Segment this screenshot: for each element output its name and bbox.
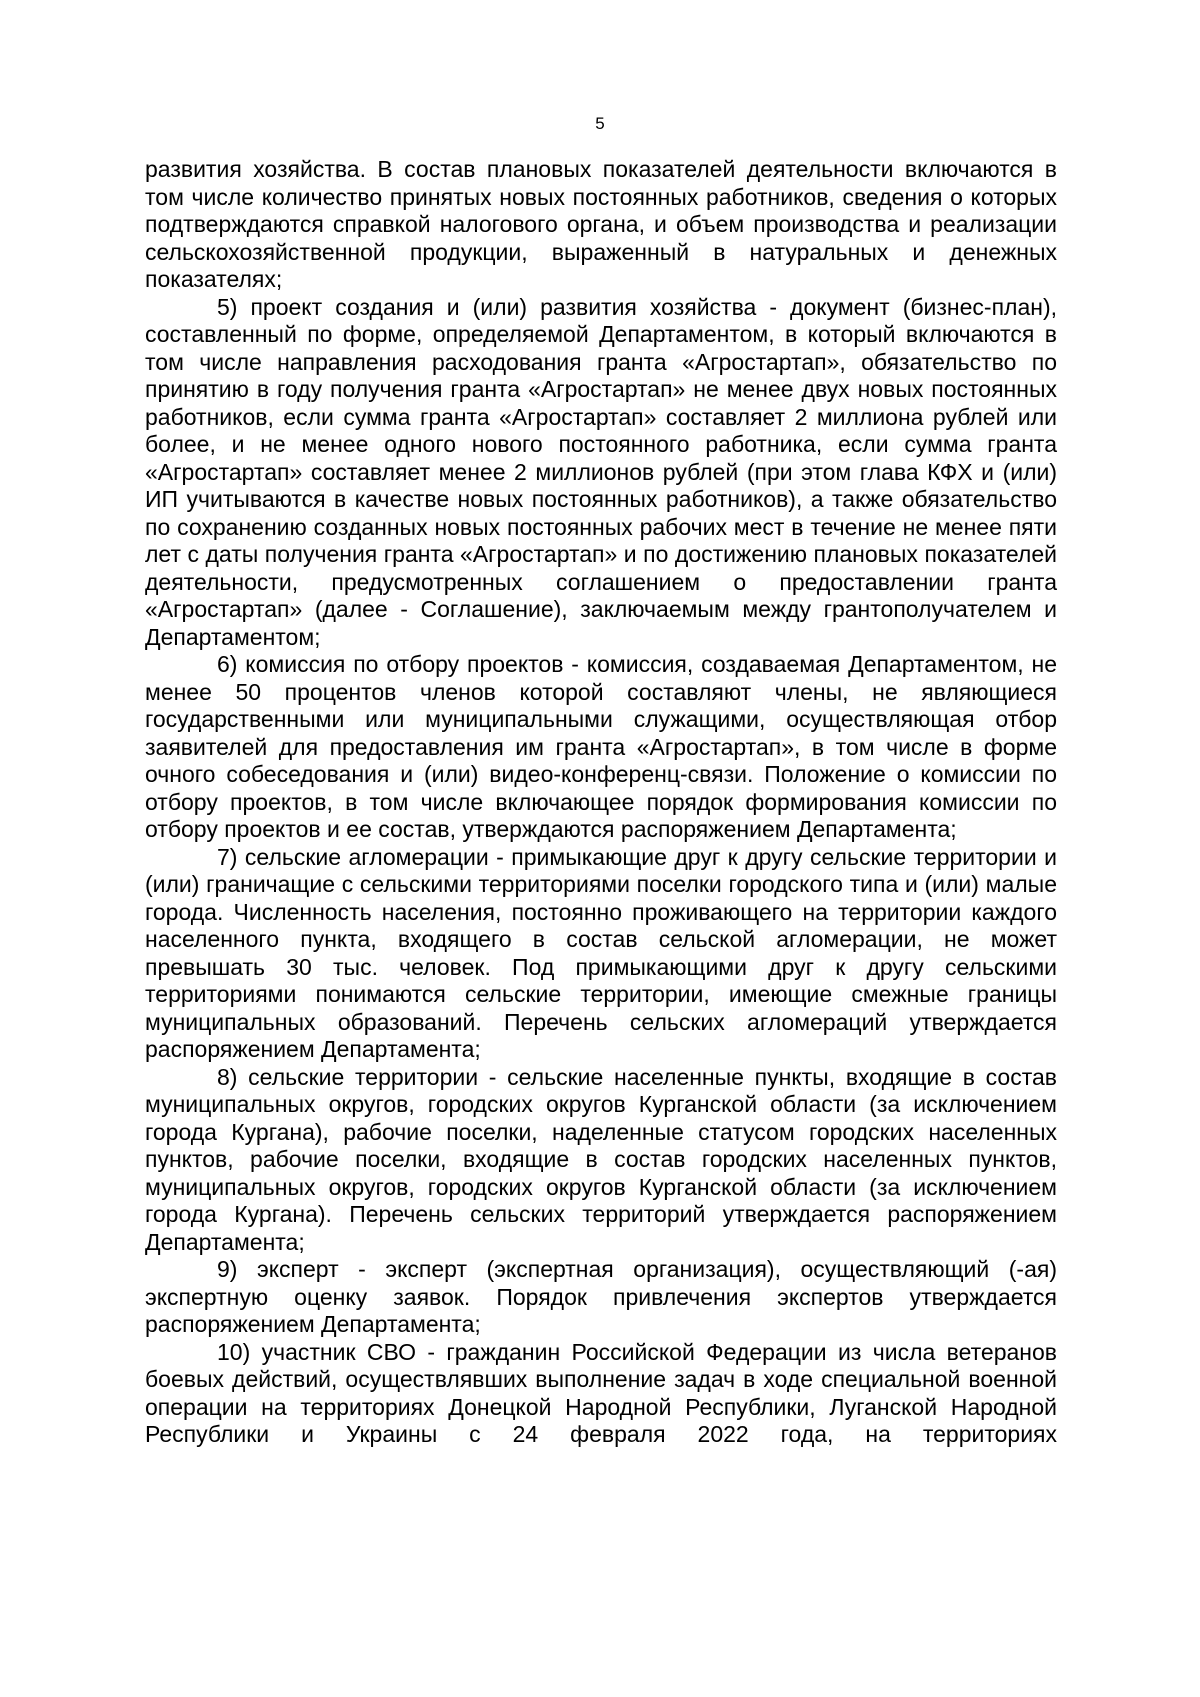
paragraph-continuation: развития хозяйства. В состав плановых показателей деятельности включаются в том числе количество принятых новых постоянных работников, сведения о которых подтверждаются справкой налогового органа, и объем производства и реализации сельскохозяйственной продукции, выраженный в натуральных и денежных показателях; <box>145 156 1057 292</box>
paragraph-item-8-rural-territories: 8) сельские территории - сельские населенные пункты, входящие в состав муниципальных округов, городских округов Курганской области (за исключением города Кургана), рабочие поселки, наделенные статусом городских населенных пунктов, рабочие поселки, входящие в состав городских населенных пунктов, муниципальных округов, городских округов Курганской области (за исключением города Кургана). Перечень сельских территорий утверждается распоряжением Департамента; <box>145 1063 1057 1255</box>
paragraph-item-5-business-plan: 5) проект создания и (или) развития хозяйства - документ (бизнес-план), составленный по форме, определяемой Департаментом, в который включаются в том числе направления расходования гранта «Агростартап», обязательство по принятию в году получения гранта «Агростартап» не менее двух новых постоянных работников, если сумма гранта «Агростартап» составляет 2 миллиона рублей или более, и не менее одного нового постоянного работника, если сумма гранта «Агростартап» составляет менее 2 миллионов рублей (при этом глава КФХ и (или) ИП учитываются в качестве новых постоянных работников), а также обязательство по сохранению созданных новых постоянных рабочих мест в течение не менее пяти лет с даты получения гранта «Агростартап» и по достижению плановых показателей деятельности, предусмотренных соглашением о предоставлении гранта «Агростартап» (далее - Соглашение), заключаемым между грантополучателем и Департаментом; <box>145 293 1057 650</box>
paragraph-item-10-svo-participant: 10) участник СВО - гражданин Российской Федерации из числа ветеранов боевых действий, осуществлявших выполнение задач в ходе специальной военной операции на территориях Донецкой Народной Республики, Луганской Народной Республики и Украины с 24 февраля 2022 года, на территориях <box>145 1338 1057 1447</box>
paragraph-item-9-expert: 9) эксперт - эксперт (экспертная организация), осуществляющий (-ая) экспертную оценку заявок. Порядок привлечения экспертов утверждается распоряжением Департамента; <box>145 1256 1057 1337</box>
paragraph-item-7-rural-agglomerations: 7) сельские агломерации - примыкающие друг к другу сельские территории и (или) граничащие с сельскими территориями поселки городского типа и (или) малые города. Численность населения, постоянно проживающего на территории каждого населенного пункта, входящего в состав сельской агломерации, не может превышать 30 тыс. человек. Под примыкающими друг к другу сельскими территориями понимаются сельские территории, имеющие смежные границы муниципальных образований. Перечень сельских агломераций утверждается распоряжением Департамента; <box>145 843 1057 1062</box>
paragraph-item-6-selection-commission: 6) комиссия по отбору проектов - комиссия, создаваемая Департаментом, не менее 50 процентов членов которой составляют члены, не являющиеся государственными или муниципальными служащими, осуществляющая отбор заявителей для предоставления им гранта «Агростартап», в том числе в форме очного собеседования и (или) видео-конференц-связи. Положение о комиссии по отбору проектов, в том числе включающее порядок формирования комиссии по отбору проектов и ее состав, утверждаются распоряжением Департамента; <box>145 651 1057 842</box>
document-body <box>145 156 1057 1449</box>
page-number: 5 <box>595 114 605 133</box>
